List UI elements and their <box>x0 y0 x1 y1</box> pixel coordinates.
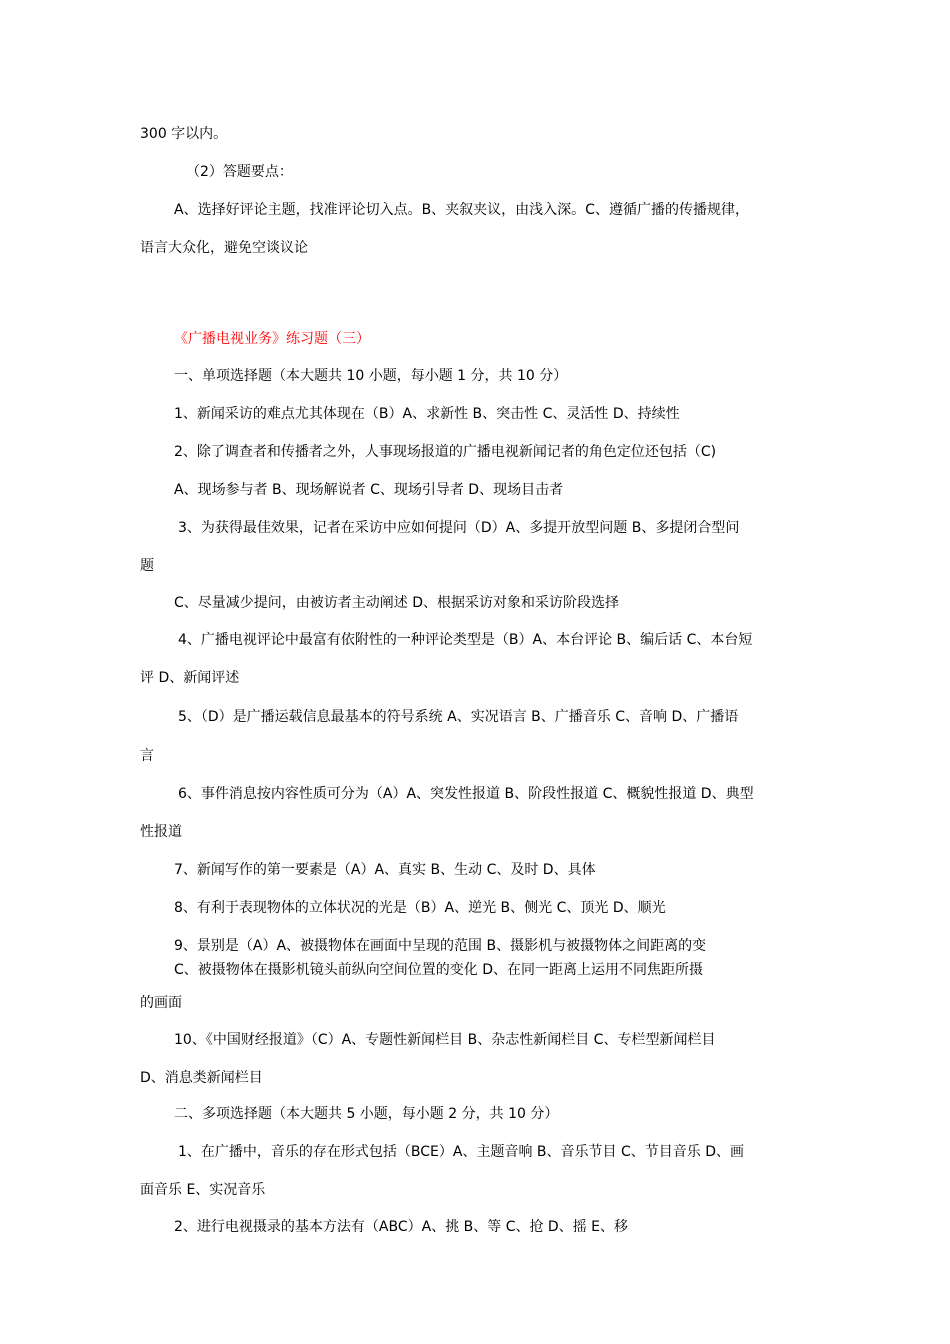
question-line: 5、（D）是广播运载信息最基本的符号系统 A、实况语言 B、广播音乐 C、音响 D、广播语 <box>178 709 739 725</box>
question-line: 1、在广播中，音乐的存在形式包括（BCE）A、主题音响 B、音乐节目 C、节目音乐 D、画 <box>178 1144 744 1160</box>
question-line: 面音乐 E、实况音乐 <box>140 1182 266 1198</box>
question-line: 8、有利于表现物体的立体状况的光是（B）A、逆光 B、侧光 C、顶光 D、顺光 <box>174 900 666 916</box>
question-line: 2、除了调查者和传播者之外，人事现场报道的广播电视新闻记者的角色定位还包括（C) <box>174 444 717 460</box>
question-line: 题 <box>140 558 154 574</box>
question-line: 言 <box>140 748 154 764</box>
question-line: 10、《中国财经报道》（C）A、专题性新闻栏目 B、杂志性新闻栏目 C、专栏型新闻栏目 <box>174 1032 716 1048</box>
section-heading: 二、多项选择题（本大题共 5 小题，每小题 2 分，共 10 分） <box>174 1106 559 1122</box>
question-line: 7、新闻写作的第一要素是（A）A、真实 B、生动 C、及时 D、具体 <box>174 862 596 878</box>
question-line: 的画面 <box>140 995 182 1011</box>
question-line: 4、广播电视评论中最富有依附性的一种评论类型是（B）A、本台评论 B、编后话 C、本台短 <box>178 632 753 648</box>
text-line: A、选择好评论主题，找准评论切入点。B、夹叙夹议，由浅入深。C、遵循广播的传播规律， <box>174 202 749 218</box>
question-line: C、被摄物体在摄影机镜头前纵向空间位置的变化 D、在同一距离上运用不同焦距所摄 <box>174 962 704 978</box>
question-line: 3、为获得最佳效果，记者在采访中应如何提问（D）A、多提开放型问题 B、多提闭合型问 <box>178 520 740 536</box>
question-line: C、尽量减少提问，由被访者主动阐述 D、根据采访对象和采访阶段选择 <box>174 595 620 611</box>
text-line: （2）答题要点： <box>186 164 293 180</box>
question-line: 性报道 <box>140 824 182 840</box>
text-line: 语言大众化，避免空谈议论 <box>140 240 308 256</box>
question-line: 1、新闻采访的难点尤其体现在（B）A、求新性 B、突击性 C、灵活性 D、持续性 <box>174 406 680 422</box>
question-line: A、现场参与者 B、现场解说者 C、现场引导者 D、现场目击者 <box>174 482 564 498</box>
section-heading: 一、单项选择题（本大题共 10 小题，每小题 1 分，共 10 分） <box>174 368 568 384</box>
question-line: 6、事件消息按内容性质可分为（A）A、突发性报道 B、阶段性报道 C、概貌性报道 D、典型 <box>178 786 754 802</box>
question-line: 2、进行电视摄录的基本方法有（ABC）A、挑 B、等 C、抢 D、摇 E、移 <box>174 1219 629 1235</box>
question-line: 9、景别是（A）A、被摄物体在画面中呈现的范围 B、摄影机与被摄物体之间距离的变 <box>174 938 707 954</box>
text-line: 300 字以内。 <box>140 126 228 142</box>
question-line: D、消息类新闻栏目 <box>140 1070 263 1086</box>
question-line: 评 D、新闻评述 <box>140 670 240 686</box>
section-title: 《广播电视业务》练习题（三） <box>174 331 370 347</box>
